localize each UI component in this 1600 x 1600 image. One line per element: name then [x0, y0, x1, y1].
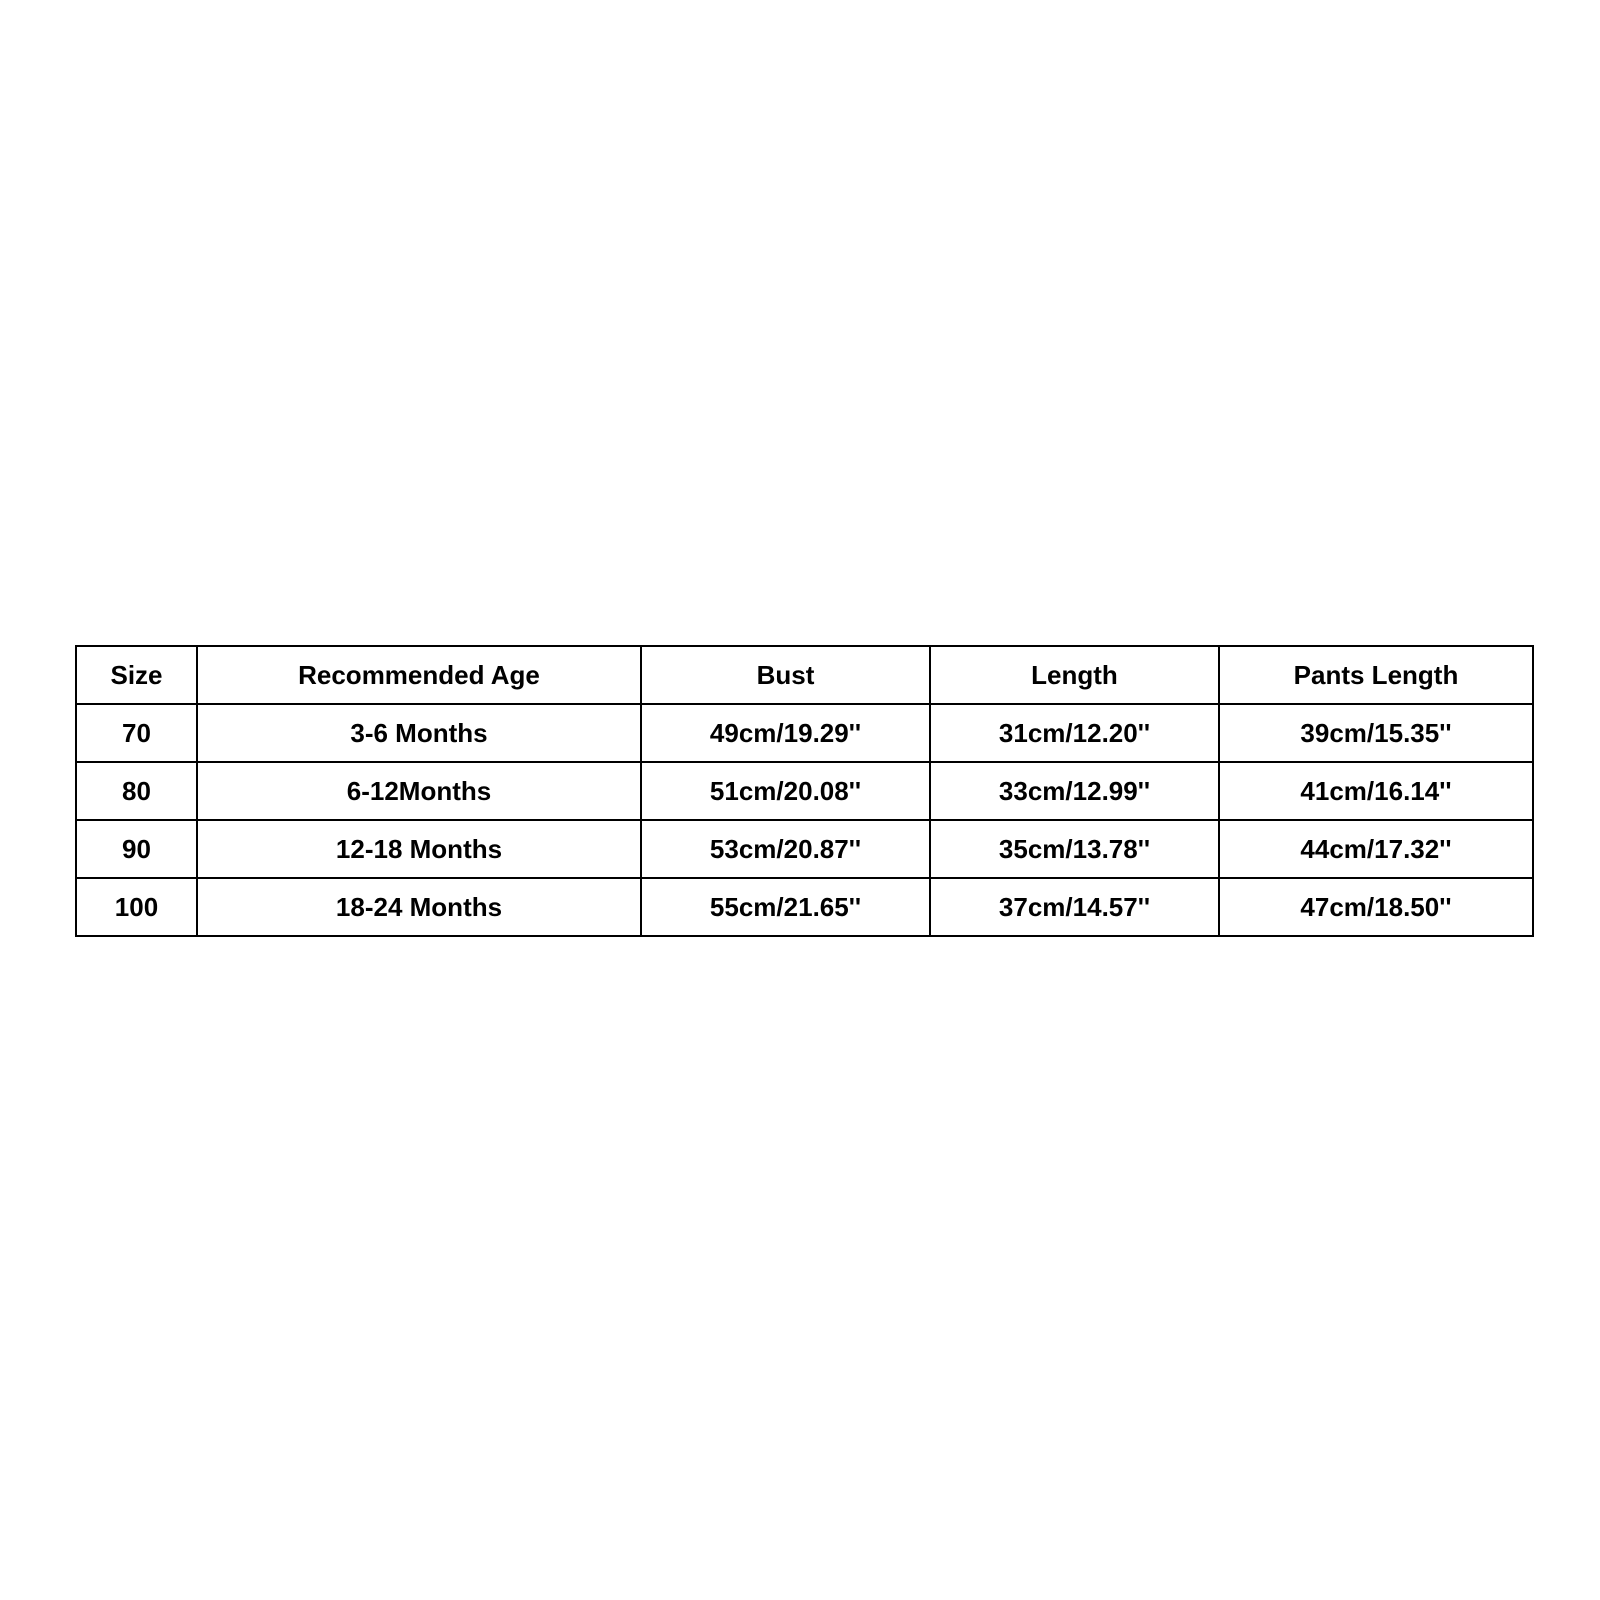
size-chart-table [75, 645, 1534, 937]
cell-pants-length: 39cm/15.35'' [1219, 704, 1533, 762]
cell-size: 80 [76, 762, 197, 820]
cell-bust: 55cm/21.65'' [641, 878, 930, 936]
cell-size: 70 [76, 704, 197, 762]
header-length: Length [930, 646, 1219, 704]
table-row [76, 878, 1533, 936]
table-header-row [76, 646, 1533, 704]
cell-recommended-age: 12-18 Months [197, 820, 641, 878]
header-pants-length: Pants Length [1219, 646, 1533, 704]
cell-bust: 49cm/19.29'' [641, 704, 930, 762]
header-recommended-age: Recommended Age [197, 646, 641, 704]
cell-pants-length: 47cm/18.50'' [1219, 878, 1533, 936]
table-row [76, 704, 1533, 762]
table-row [76, 762, 1533, 820]
cell-recommended-age: 3-6 Months [197, 704, 641, 762]
cell-length: 31cm/12.20'' [930, 704, 1219, 762]
cell-pants-length: 44cm/17.32'' [1219, 820, 1533, 878]
header-size: Size [76, 646, 197, 704]
cell-bust: 53cm/20.87'' [641, 820, 930, 878]
cell-length: 37cm/14.57'' [930, 878, 1219, 936]
cell-size: 90 [76, 820, 197, 878]
cell-recommended-age: 18-24 Months [197, 878, 641, 936]
cell-pants-length: 41cm/16.14'' [1219, 762, 1533, 820]
cell-size: 100 [76, 878, 197, 936]
table-row [76, 820, 1533, 878]
header-bust: Bust [641, 646, 930, 704]
cell-length: 33cm/12.99'' [930, 762, 1219, 820]
cell-recommended-age: 6-12Months [197, 762, 641, 820]
cell-bust: 51cm/20.08'' [641, 762, 930, 820]
cell-length: 35cm/13.78'' [930, 820, 1219, 878]
